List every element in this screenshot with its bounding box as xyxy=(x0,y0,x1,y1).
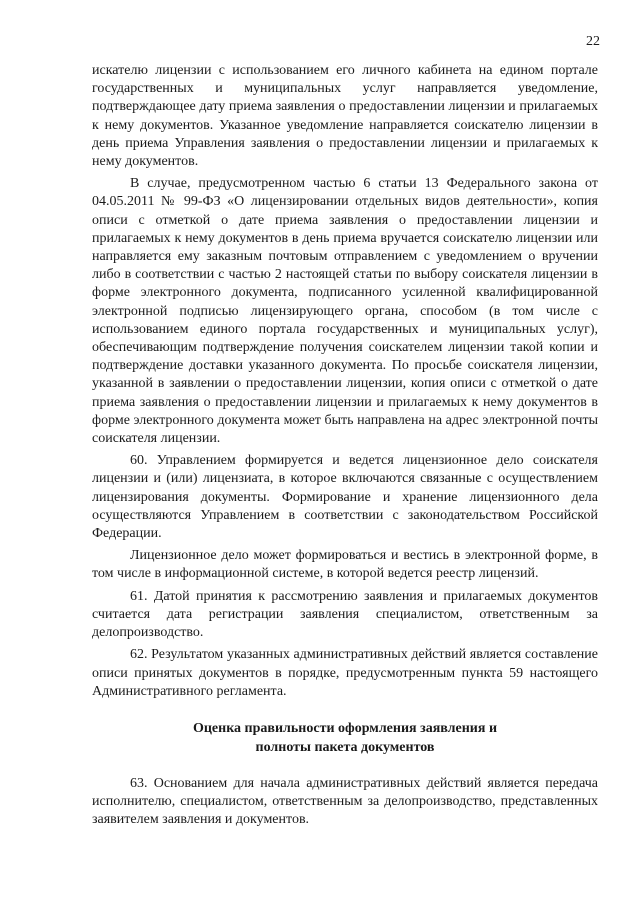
paragraph-60: 60. Управлением формируется и ведется лицензионное дело соискателя лицензии и (или) лицензиата, в которое включаются связанные с осуществлением лицензирования документы. Формирование и хранение лицензионного дела осуществляются Управлением в соответствии с законодательством Российской Федерации. xyxy=(92,453,598,542)
page-number: 22 xyxy=(586,34,600,49)
paragraph-61: 61. Датой принятия к рассмотрению заявления и прилагаемых документов считается дата регистрации заявления специалистом, ответственным за делопроизводство. xyxy=(92,588,598,641)
paragraph-60-electronic: Лицензионное дело может формироваться и вестись в электронной форме, в том числе в информационной системе, в которой ведется реестр лицензий. xyxy=(92,548,598,582)
section-heading-line-1: Оценка правильности оформления заявления и xyxy=(192,720,498,736)
document-body xyxy=(92,62,598,834)
section-heading xyxy=(92,719,598,757)
paragraph-copy-of-inventory: В случае, предусмотренном частью 6 статьи 13 Федерального закона от 04.05.2011 № 99-ФЗ «О лицензировании отдельных видов деятельности», копия описи с отметкой о дате приема заявления о предоставлении лицензии и прилагаемых к нему документов в день приема вручается соискателю лицензии или направляется ему заказным почтовым отправлением с уведомлением о вручении либо в соответствии с частью 2 настоящей статьи по выбору соискателя лицензии в форме электронного документа, подписанного усиленной квалифицированной электронной подписью лицензирующего органа, способом (в том числе с использованием единого портала государственных и муниципальных услуг), обеспечивающим подтверждение получения соискателем лицензии такой копии и подтверждение доставки указанного документа. По просьбе соискателя лицензии, указанной в заявлении о предоставлении лицензии, копия описи с отметкой о дате приема заявления о предоставлении лицензии и прилагаемых к нему документов в форме электронного документа может быть направлена на адрес электронной почты соискателя лицензии. xyxy=(92,176,598,447)
paragraph-63: 63. Основанием для начала административных действий является передача исполнителю, специалистом, ответственным за делопроизводство, представленных заявителем заявления и документов. xyxy=(92,775,598,828)
section-heading-line-2: полноты пакета документов xyxy=(255,739,435,755)
paragraph-62: 62. Результатом указанных административных действий является составление описи принятых документов в порядке, предусмотренным пункта 59 настоящего Административного регламента. xyxy=(92,647,598,699)
paragraph-continuation: искателю лицензии с использованием его личного кабинета на едином портале государственных и муниципальных услуг направляется уведомление, подтверждающее дату приема заявления о предоставлении лицензии и прилагаемых к нему документов. Указанное уведомление направляется соискателю лицензии в день приема Управления заявления о предоставлении лицензии и прилагаемых к нему документов. xyxy=(92,63,598,170)
